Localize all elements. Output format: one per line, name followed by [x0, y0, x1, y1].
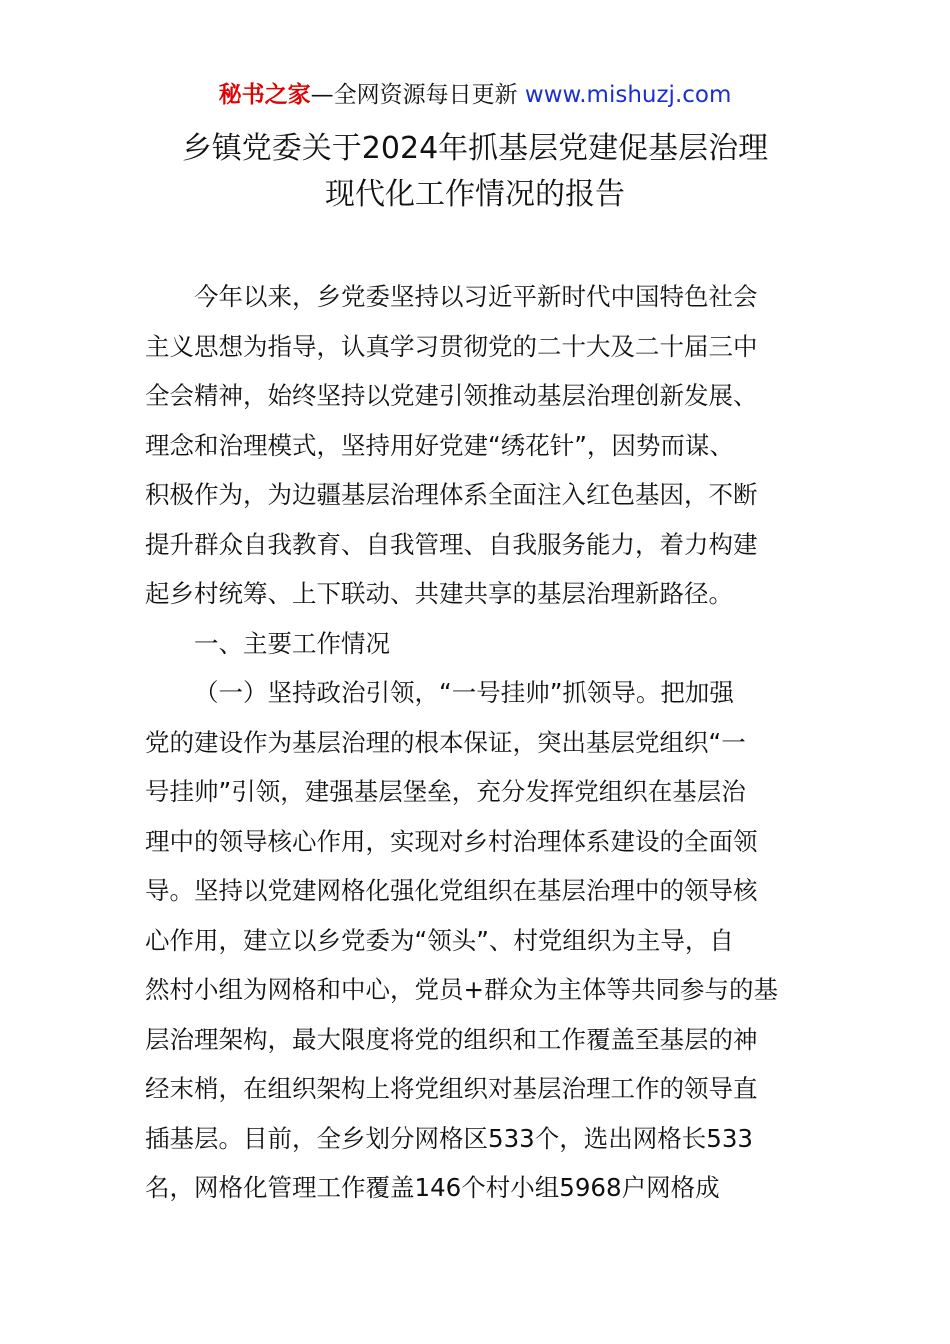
document-title — [0, 126, 950, 218]
site-banner — [0, 78, 950, 112]
title-line-1: 乡镇党委关于2024年抓基层党建促基层治理 — [181, 131, 769, 166]
body-line: 然村小组为网格和中心，党员+群众为主体等共同参与的基 — [145, 975, 779, 1004]
body-line: 起乡村统筹、上下联动、共建共享的基层治理新路径。 — [145, 579, 733, 608]
body-line: 号挂帅”引领，建强基层堡垒，充分发挥党组织在基层治 — [145, 777, 746, 806]
body-line: 理中的领导核心作用，实现对乡村治理体系建设的全面领 — [145, 826, 758, 856]
banner-slogan: —全网资源每日更新 — [310, 82, 525, 108]
body-line: 主义思想为指导，认真学习贯彻党的二十大及二十届三中 — [145, 331, 758, 361]
body-line: 心作用，建立以乡党委为“领头”、村党组织为主导，自 — [145, 925, 734, 955]
body-line: 提升群众自我教育、自我管理、自我服务能力，着力构建 — [145, 529, 758, 559]
body-line: 名，网格化管理工作覆盖146个村小组5968户网格成 — [145, 1173, 720, 1202]
body-line: 今年以来，乡党委坚持以习近平新时代中国特色社会 — [194, 282, 758, 311]
body-line: 积极作为，为边疆基层治理体系全面注入红色基因，不断 — [145, 480, 758, 509]
body-line: 理念和治理模式，坚持用好党建“绣花针”，因势而谋、 — [145, 430, 734, 460]
banner-brand: 秘书之家 — [218, 82, 311, 108]
banner-url-link[interactable]: www.mishuzj.com — [524, 82, 732, 108]
body-line: 党的建设作为基层治理的根本保证，突出基层党组织“一 — [145, 727, 746, 757]
body-line: 导。坚持以党建网格化强化党组织在基层治理中的领导核 — [145, 876, 758, 905]
title-line-2: 现代化工作情况的报告 — [325, 177, 625, 212]
section-heading: 一、主要工作情况 — [194, 628, 390, 658]
body-line: 经末梢，在组织架构上将党组织对基层治理工作的领导直 — [145, 1074, 758, 1103]
body-line: 全会精神，始终坚持以党建引领推动基层治理创新发展、 — [145, 381, 758, 410]
document-body — [145, 272, 807, 1213]
body-line: 层治理架构，最大限度将党的组织和工作覆盖至基层的神 — [145, 1024, 758, 1054]
subsection-heading-line: （一）坚持政治引领，“一号挂帅”抓领导。把加强 — [194, 678, 734, 707]
body-line: 插基层。目前，全乡划分网格区533个，选出网格长533 — [145, 1123, 754, 1153]
